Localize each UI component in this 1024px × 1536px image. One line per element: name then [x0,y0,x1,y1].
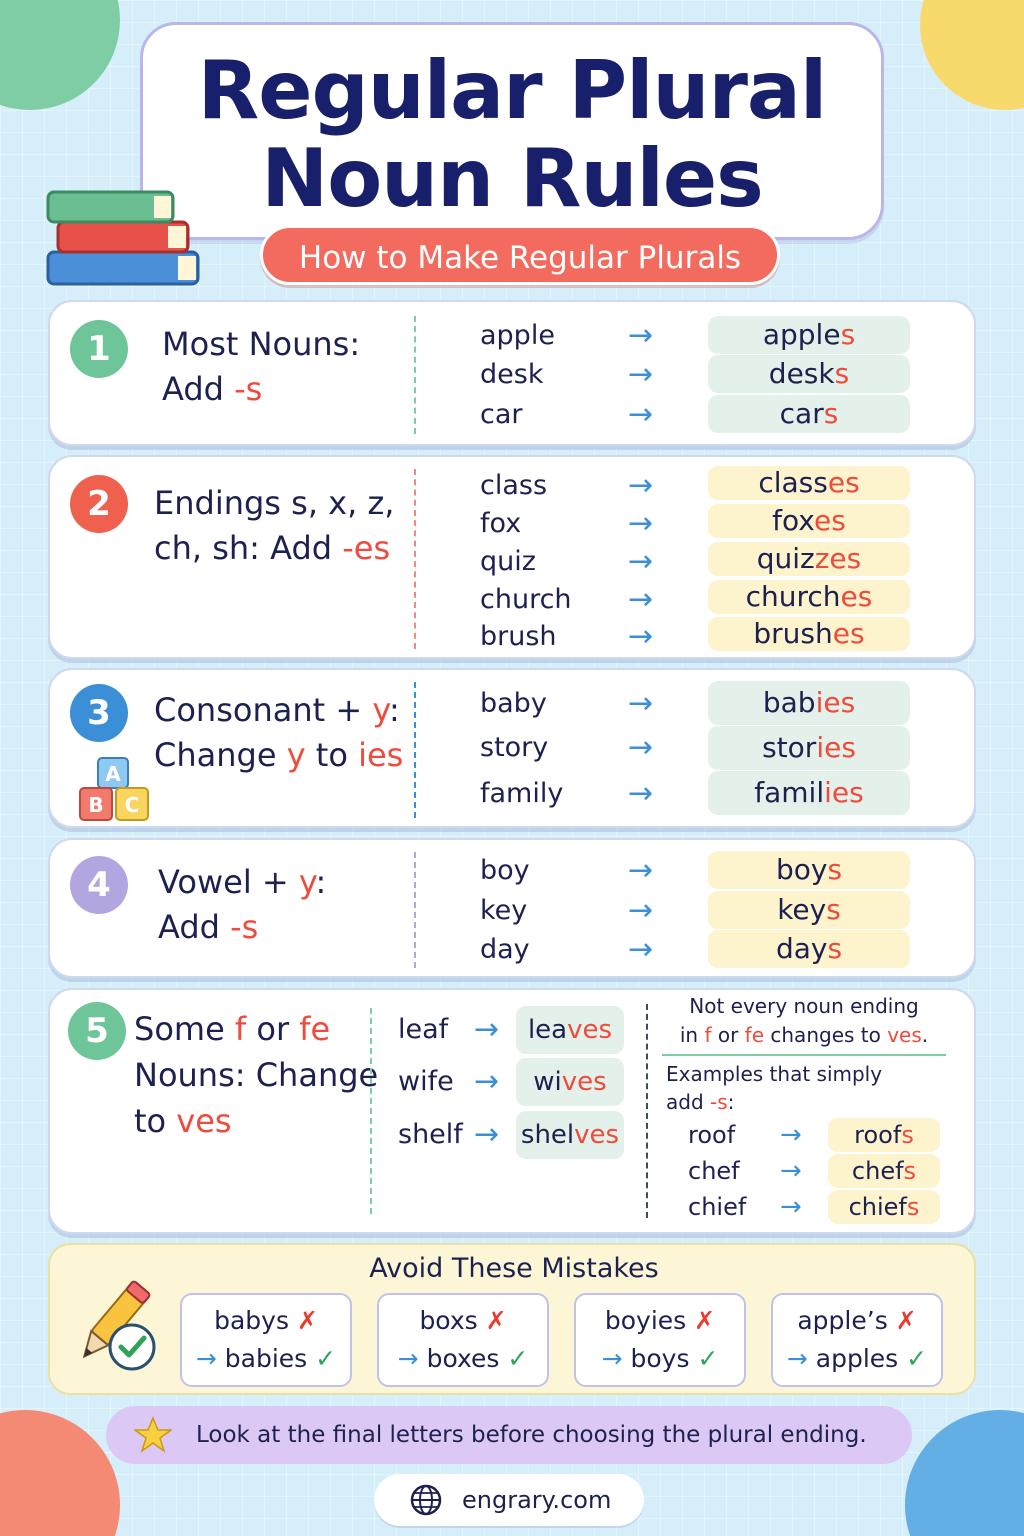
plural-word [516,1058,624,1106]
rule-text [162,322,360,412]
right-word: babies [224,1344,308,1373]
singular-word: day [480,934,530,965]
plural-word [516,1111,624,1159]
plural-suffix: ies [815,686,856,719]
arrow-icon: → [474,1012,500,1047]
plural-stem: lea [527,1015,568,1045]
plural-suffix: es [840,580,873,613]
note-text-part: changes to [764,1023,888,1047]
plural-stem: apple [762,318,841,351]
exceptions-label-line-1: Examples that simply [666,1062,883,1086]
mistake-right [182,1340,350,1378]
mistake-card [180,1293,352,1387]
note-letter: f [704,1023,712,1047]
rule-line-2 [162,367,360,412]
divider [646,1004,648,1218]
rule-line-1: Endings s, x, z, [154,484,395,522]
plural-suffix: s [823,397,839,430]
svg-text:A: A [105,762,121,786]
arrow-icon: → [628,776,654,811]
plural-stem: quiz [756,542,815,575]
plural-stem: desk [768,357,835,390]
plural-stem: wi [533,1067,562,1097]
exceptions-label-line-2 [666,1088,882,1116]
subtitle-banner: How to Make Regular Plurals [260,225,780,285]
mistake-wrong [576,1302,744,1340]
arrow-icon: → [397,1344,419,1373]
singular-word: wife [398,1066,454,1097]
wrong-word: babys [214,1306,289,1335]
arrow-icon: → [628,932,654,967]
plural-suffix: s [834,357,850,390]
rule-suffix: ves [176,1102,232,1140]
plural-stem: fox [772,504,814,537]
rule-line-1 [134,1006,378,1052]
rule-text [158,860,326,950]
right-word: apples [815,1344,899,1373]
mistake-right [773,1340,941,1378]
globe-icon [410,1484,442,1516]
rule-number-badge: 5 [68,1002,126,1060]
mistake-card [771,1293,943,1387]
divider [414,469,416,649]
check-icon: ✓ [697,1344,719,1373]
arrow-icon: → [628,318,654,353]
rule-number-badge: 3 [70,684,128,742]
arrow-icon: → [474,1117,500,1152]
label-text-part: add [666,1090,711,1114]
singular-word: chef [688,1157,740,1185]
rule-line-1 [154,688,403,733]
singular-word: boy [480,855,530,886]
footer-url: engrary.com [462,1486,612,1514]
x-icon: ✗ [296,1306,318,1335]
mistake-right [379,1340,547,1378]
arrow-icon: → [628,686,654,721]
rule-suffix: -es [342,529,391,567]
divider [414,682,416,818]
plural-word [708,504,910,538]
singular-word: family [480,778,564,809]
rule-text-part: : [388,691,400,729]
mistake-wrong [182,1302,350,1340]
plural-word [708,681,910,725]
tip-text: Look at the final letters before choosing the plural ending. [196,1422,867,1448]
rule-line-3 [134,1098,378,1144]
plural-word [708,580,910,614]
plural-stem: class [758,466,828,499]
rule-line-1: Most Nouns: [162,325,361,363]
arrow-icon: → [628,582,654,617]
books-icon [28,182,208,302]
plural-suffix: s [906,1193,920,1221]
rule-text-part: or [246,1010,300,1048]
wrong-word: boxs [419,1306,478,1335]
mistake-card [377,1293,549,1387]
plural-stem: chief [848,1193,907,1221]
corner-blob-top-right [920,0,1024,110]
label-text-part: : [727,1090,735,1114]
rule-text-part: Add [162,370,235,408]
arrow-icon: → [628,397,654,432]
plural-suffix: ves [567,1015,613,1045]
plural-stem: chef [851,1157,904,1185]
rule-letter: fe [299,1010,331,1048]
plural-word [516,1006,624,1054]
exceptions-label [666,1060,882,1116]
corner-blob-bottom-right [905,1410,1024,1536]
rule-text-part: Consonant + [154,691,373,729]
arrow-icon: → [628,619,654,654]
singular-word: car [480,399,523,430]
arrow-icon: → [786,1344,808,1373]
rule-text-part: Some [134,1010,235,1048]
rule-line-2 [158,905,326,950]
check-icon: ✓ [906,1344,928,1373]
singular-word: desk [480,359,544,390]
arrow-icon: → [628,730,654,765]
plural-stem: shel [520,1120,575,1150]
x-icon: ✗ [694,1306,716,1335]
note-line-2 [664,1021,944,1050]
arrow-icon: → [628,357,654,392]
note-letter: fe [744,1023,765,1047]
plural-word [708,316,910,354]
page-title-line-2: Noun Rules [261,132,763,225]
plural-word [708,466,910,500]
note-text-part: in [679,1023,705,1047]
plural-stem: bab [762,686,816,719]
plural-stem: church [745,580,841,613]
right-word: boys [630,1344,690,1373]
plural-word [708,851,910,889]
note-underline [662,1054,946,1056]
plural-suffix: zes [814,542,862,575]
rule-number-badge: 1 [70,320,128,378]
rule-text-part: : [315,863,327,901]
rule-line-2: Nouns: Change [134,1056,379,1094]
singular-word: leaf [398,1014,449,1045]
arrow-icon: → [628,853,654,888]
plural-suffix: es [827,466,860,499]
plural-word [828,1154,940,1188]
rule-text-part: Change [154,736,287,774]
rule-line-1 [158,860,326,905]
plural-suffix: s [827,853,843,886]
rule-text-part: to [134,1102,177,1140]
plural-word [708,542,910,576]
wrong-word: boyies [604,1306,687,1335]
pencil-check-icon [62,1275,162,1375]
rule-text-part: to [305,736,359,774]
rule-card-3 [48,668,976,828]
rule-card-5 [48,988,976,1234]
plural-word [828,1190,940,1224]
arrow-icon: → [780,1120,802,1150]
singular-word: chief [688,1193,747,1221]
singular-word: brush [480,621,557,652]
corner-blob-bottom-left [0,1410,120,1536]
singular-word: class [480,470,548,501]
rule-line-2 [154,526,394,571]
note-text-part: . [921,1023,929,1047]
plural-word [828,1118,940,1152]
plural-word [708,617,910,651]
label-suffix: -s [710,1090,728,1114]
rule-card-1 [48,300,976,446]
rule-card-4 [48,838,976,978]
rule-suffix: ies [358,736,404,774]
x-icon: ✗ [485,1306,507,1335]
plural-stem: stor [762,731,817,764]
abc-blocks-icon [76,754,158,824]
plural-suffix: s [840,318,856,351]
singular-word: quiz [480,546,536,577]
star-icon [134,1416,172,1454]
note-text-part: or [711,1023,745,1047]
plural-suffix: s [901,1121,914,1149]
rule-text-part: ch, sh: Add [154,529,343,567]
mistake-right [576,1340,744,1378]
note-suffix: ves [887,1023,922,1047]
plural-word [708,726,910,770]
tip-banner [106,1406,912,1464]
svg-text:B: B [88,793,104,817]
rule-number-badge: 2 [70,475,128,533]
plural-stem: key [777,893,827,926]
plural-word [708,771,910,815]
svg-text:C: C [124,793,140,817]
mistake-card [574,1293,746,1387]
rule-letter: y [372,691,389,729]
right-word: boxes [426,1344,500,1373]
arrow-icon: → [195,1344,217,1373]
rule-letter: f [234,1010,247,1048]
rule-letter: y [298,863,316,901]
x-icon: ✗ [895,1306,917,1335]
plural-suffix: ies [824,776,864,809]
rule-text [134,1006,378,1144]
plural-suffix: ves [574,1120,620,1150]
wrong-word: apple’s [797,1306,888,1335]
plural-stem: car [779,397,824,430]
check-icon: ✓ [507,1344,529,1373]
footer-link[interactable] [374,1474,644,1526]
plural-word [708,395,910,433]
plural-suffix: ies [816,731,856,764]
divider [414,316,416,434]
singular-word: roof [688,1121,736,1149]
arrow-icon: → [780,1156,802,1186]
title-card [140,22,884,240]
singular-word: shelf [398,1119,463,1150]
plural-stem: brush [753,617,833,650]
arrow-icon: → [628,544,654,579]
arrow-icon: → [628,506,654,541]
plural-suffix: es [814,504,846,537]
rule-text-part: Vowel + [158,863,299,901]
singular-word: story [480,732,549,763]
exception-note [664,992,944,1050]
mistakes-title: Avoid These Mistakes [369,1253,659,1284]
arrow-icon: → [628,893,654,928]
note-line-1: Not every noun ending [689,994,919,1018]
mistake-wrong [773,1302,941,1340]
check-icon: ✓ [315,1344,337,1373]
plural-suffix: s [827,932,843,965]
plural-suffix: s [826,893,841,926]
rule-number-badge: 4 [70,856,128,914]
rule-line-2 [154,733,403,778]
singular-word: apple [480,320,555,351]
plural-word [708,891,910,929]
divider [370,1008,372,1214]
rule-suffix: -s [230,908,259,946]
plural-stem: roof [854,1121,902,1149]
arrow-icon: → [780,1192,802,1222]
plural-suffix: es [832,617,865,650]
arrow-icon: → [601,1344,623,1373]
mistake-wrong [379,1302,547,1340]
rule-card-2 [48,455,976,659]
arrow-icon: → [628,468,654,503]
singular-word: baby [480,688,547,719]
corner-blob-top-left [0,0,120,110]
singular-word: church [480,584,572,615]
singular-word: key [480,895,528,926]
plural-suffix: ves [561,1067,607,1097]
plural-suffix: s [903,1157,917,1185]
rule-letter: y [286,736,306,774]
plural-word [708,355,910,393]
rule-suffix: -s [234,370,263,408]
plural-stem: famil [754,776,825,809]
divider [414,852,416,968]
rule-text [154,481,394,571]
plural-word [708,930,910,968]
rule-text-part: Add [158,908,231,946]
plural-stem: day [775,932,828,965]
arrow-icon: → [474,1064,500,1099]
page-title-line-1: Regular Plural [197,44,827,137]
singular-word: fox [480,508,522,539]
rule-text [154,688,403,778]
mistakes-section [48,1243,976,1395]
plural-stem: boy [775,853,828,886]
